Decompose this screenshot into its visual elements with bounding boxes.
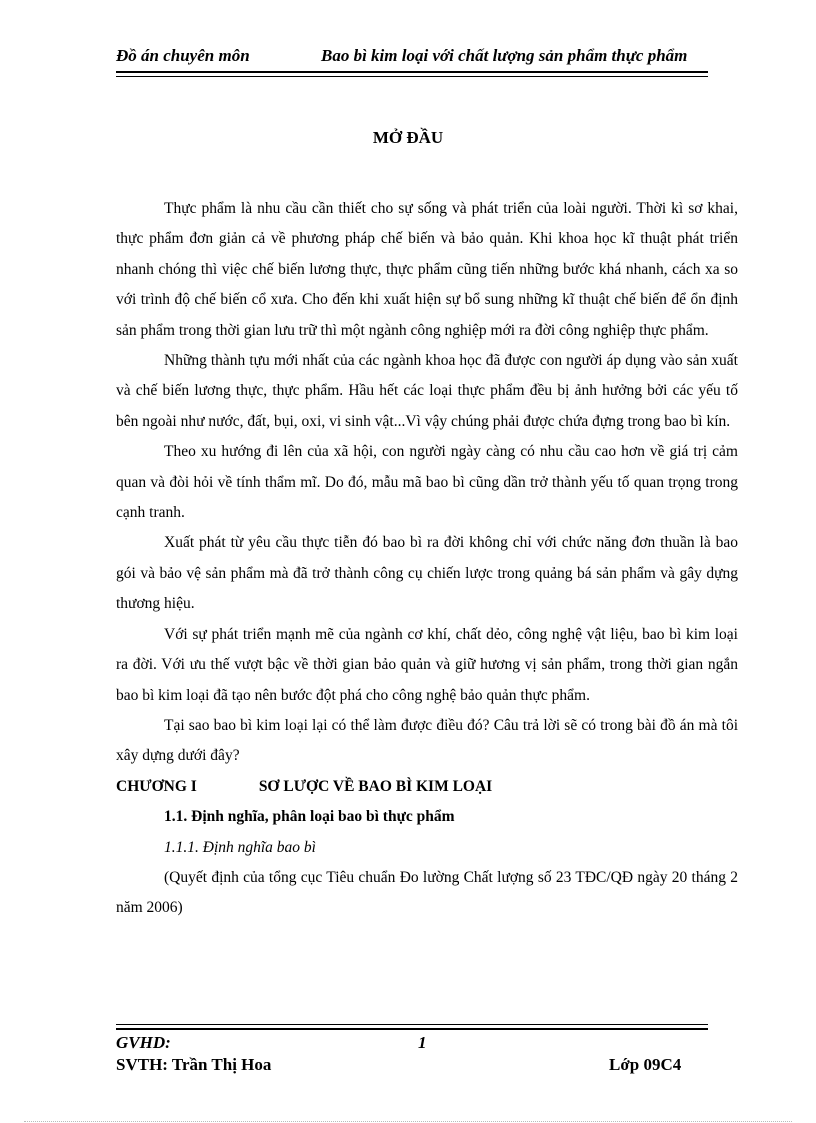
footer-row-1 <box>116 1033 736 1053</box>
page-bottom-dotted-line <box>24 1121 792 1122</box>
paragraph-1: Thực phẩm là nhu cầu cần thiết cho sự sống và phát triển của loài người. Thời kì sơ khai, thực phẩm đơn giản cả về phương pháp chế biến và bảo quản. Khi khoa học kĩ thuật phát triển nhanh chóng thì việc chế biến lương thực, thực phẩm cũng tiến những bước khá nhanh, cách xa so với trình độ chế biến cổ xưa. Cho đến khi xuất hiện sự bổ sung những kĩ thuật chế biến để ổn định sản phẩm trong thời gian lưu trữ thì một ngành công nghiệp mới ra đời công nghiệp thực phẩm. <box>116 200 738 339</box>
footer-rule-thin <box>116 1024 708 1025</box>
paragraph-3: Theo xu hướng đi lên của xã hội, con người ngày càng có nhu cầu cao hơn về giá trị cảm quan và đòi hỏi về tính thẩm mĩ. Do đó, mẫu mã bao bì cũng dần trở thành yếu tố quan trọng trong cạnh tranh. <box>116 443 738 522</box>
chapter-heading <box>116 772 738 802</box>
header-rule-thick <box>116 71 708 73</box>
paragraph-2: Những thành tựu mới nhất của các ngành khoa học đã được con người áp dụng vào sản xuất và chế biến lương thực, thực phẩm. Hầu hết các loại thực phẩm đều bị ảnh hưởng bởi các yếu tố bên ngoài như nước, đất, bụi, oxi, vi sinh vật...Vì vậy chúng phải được chứa đựng trong bao bì kín. <box>116 352 738 430</box>
page-title: MỞ ĐẦU <box>372 128 444 147</box>
footer-gvhd: GVHD: <box>116 1033 171 1052</box>
footer-row-2 <box>116 1055 736 1075</box>
section-heading-1-1: 1.1. Định nghĩa, phân loại bao bì thực phẩm <box>164 808 455 826</box>
footer-svth: SVTH: Trần Thị Hoa <box>116 1055 272 1074</box>
paragraph-4: Xuất phát từ yêu cầu thực tiễn đó bao bì ra đời không chỉ với chức năng đơn thuần là bao gói và bảo vệ sản phẩm mà đã trở thành công cụ chiến lược trong quảng bá sản phẩm và gây dựng thương hiệu. <box>116 534 738 613</box>
header-rule-thin <box>116 76 708 77</box>
paragraph-5: Với sự phát triển mạnh mẽ của ngành cơ khí, chất dẻo, công nghệ vật liệu, bao bì kim loại ra đời. Với ưu thế vượt bậc về thời gian bảo quản và giữ hương vị sản phẩm, trong thời gian ngắn bao bì kim loại đã tạo nên bước đột phá cho công nghệ bảo quản thực phẩm. <box>116 625 738 704</box>
decision-note: (Quyết định của tổng cục Tiêu chuẩn Đo lường Chất lượng số 23 TĐC/QĐ ngày 20 tháng 2 năm 2006) <box>116 868 738 917</box>
page-number: 1 <box>418 1033 427 1052</box>
footer-class: Lớp 09C4 <box>609 1055 682 1074</box>
header-right: Bao bì kim loại với chất lượng sản phẩm thực phẩm <box>321 46 688 65</box>
footer-rule-thick <box>116 1028 708 1030</box>
header-left: Đồ án chuyên môn <box>116 46 250 65</box>
chapter-title: SƠ LƯỢC VỀ BAO BÌ KIM LOẠI <box>258 777 493 795</box>
section-heading-1-1-1: 1.1.1. Định nghĩa bao bì <box>164 838 316 856</box>
body-text <box>116 194 738 924</box>
paragraph-6: Tại sao bao bì kim loại lại có thể làm được điều đó? Câu trả lời sẽ có trong bài đồ án mà tôi xây dựng dưới đây? <box>116 716 738 765</box>
chapter-label: CHƯƠNG I <box>116 777 197 795</box>
